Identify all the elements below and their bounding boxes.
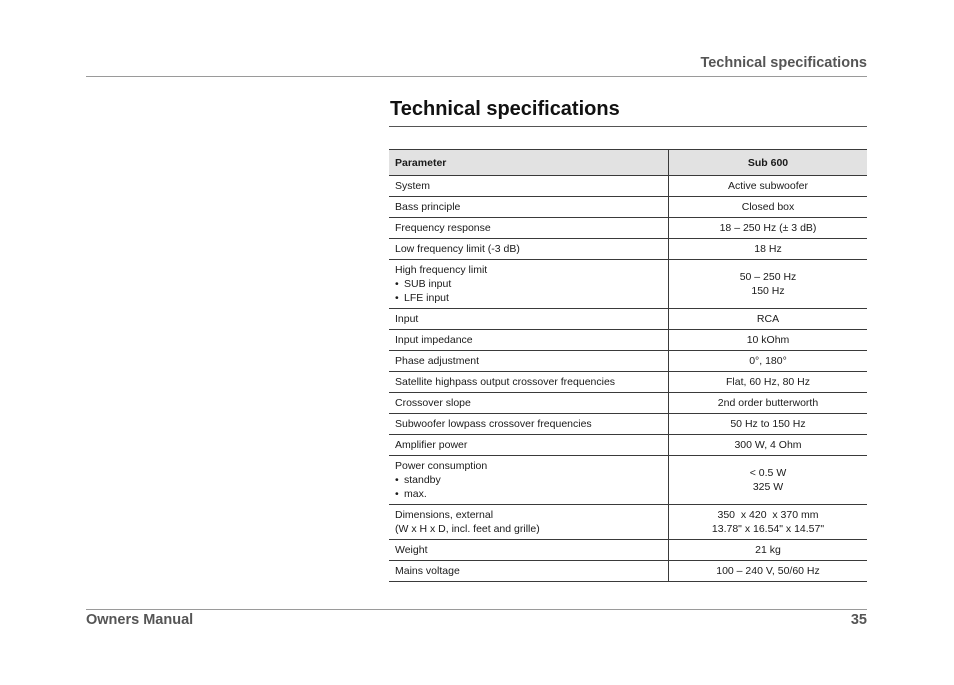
value-cell: Flat, 60 Hz, 80 Hz	[669, 372, 868, 393]
param-cell: Crossover slope	[389, 393, 669, 414]
running-header: Technical specifications	[700, 55, 867, 71]
param-cell	[389, 505, 669, 540]
value-cell: 2nd order butterworth	[669, 393, 868, 414]
param-cell: Input impedance	[389, 330, 669, 351]
title-underline	[389, 126, 867, 127]
page-number: 35	[850, 612, 867, 628]
table-header-row	[389, 150, 867, 176]
value-cell: 21 kg	[669, 540, 868, 561]
column-header-parameter: Parameter	[389, 150, 669, 176]
table-row	[389, 218, 867, 239]
footer-manual-title: Owners Manual	[86, 612, 194, 628]
param-sub-item: • SUB input	[395, 277, 662, 291]
table-row	[389, 351, 867, 372]
page-title: Technical specifications	[390, 98, 620, 120]
param-cell: Weight	[389, 540, 669, 561]
param-cell: System	[389, 176, 669, 197]
value-cell: 50 Hz to 150 Hz	[669, 414, 868, 435]
param-label: Power consumption	[395, 460, 488, 472]
value-cell: RCA	[669, 309, 868, 330]
table-row	[389, 505, 867, 540]
param-cell	[389, 456, 669, 505]
table-row	[389, 435, 867, 456]
param-sub-item: • LFE input	[395, 291, 662, 305]
table-row	[389, 330, 867, 351]
value-cell: Closed box	[669, 197, 868, 218]
value-cell: 0°, 180°	[669, 351, 868, 372]
param-cell: Low frequency limit (-3 dB)	[389, 239, 669, 260]
table-row	[389, 456, 867, 505]
param-cell: Input	[389, 309, 669, 330]
value-cell: 300 W, 4 Ohm	[669, 435, 868, 456]
param-label: Dimensions, external	[395, 509, 494, 521]
table-row	[389, 260, 867, 309]
header-divider	[86, 76, 867, 77]
value-line: 150 Hz	[751, 285, 785, 297]
value-cell: 18 – 250 Hz (± 3 dB)	[669, 218, 868, 239]
param-cell: Mains voltage	[389, 561, 669, 582]
value-cell: 100 – 240 V, 50/60 Hz	[669, 561, 868, 582]
table-row	[389, 414, 867, 435]
param-cell: Subwoofer lowpass crossover frequencies	[389, 414, 669, 435]
table-row	[389, 197, 867, 218]
table-row	[389, 176, 867, 197]
param-sub-item: • max.	[395, 487, 662, 501]
value-cell	[669, 505, 868, 540]
value-line: 325 W	[752, 481, 784, 493]
table-row	[389, 540, 867, 561]
param-cell: Frequency response	[389, 218, 669, 239]
value-line: 50 – 250 Hz	[739, 271, 797, 283]
table-row	[389, 393, 867, 414]
value-line: < 0.5 W	[749, 467, 787, 479]
param-cell: Satellite highpass output crossover frequencies	[389, 372, 669, 393]
table-row	[389, 239, 867, 260]
value-cell	[669, 260, 868, 309]
specifications-table	[389, 149, 867, 582]
param-cell	[389, 260, 669, 309]
table-row	[389, 309, 867, 330]
value-cell: Active subwoofer	[669, 176, 868, 197]
value-line: 13.78" x 16.54" x 14.57"	[711, 523, 825, 535]
column-header-model: Sub 600	[669, 150, 868, 176]
param-cell: Bass principle	[389, 197, 669, 218]
param-label-detail: (W x H x D, incl. feet and grille)	[395, 523, 540, 535]
value-line: 350 x 420 x 370 mm	[717, 509, 819, 521]
table-row	[389, 372, 867, 393]
value-cell	[669, 456, 868, 505]
footer-divider	[86, 609, 867, 610]
value-cell: 18 Hz	[669, 239, 868, 260]
param-sub-item: • standby	[395, 473, 662, 487]
value-cell: 10 kOhm	[669, 330, 868, 351]
param-cell: Phase adjustment	[389, 351, 669, 372]
table-row	[389, 561, 867, 582]
param-cell: Amplifier power	[389, 435, 669, 456]
param-label: High frequency limit	[395, 264, 488, 276]
